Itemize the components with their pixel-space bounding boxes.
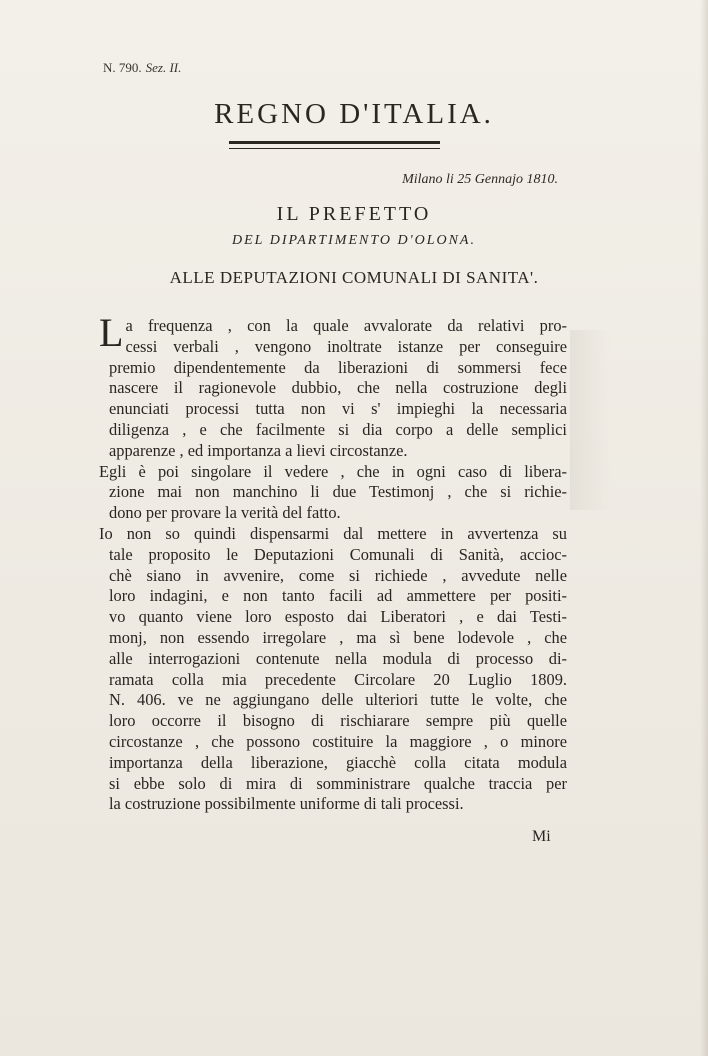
text-line: circostanze , che possono costituire la maggiore , o minore — [109, 731, 567, 751]
text-line: vo quanto viene loro esposto dai Liberatori , e dai Testi- — [109, 607, 567, 627]
text-line: cessi verbali , vengono inoltrate istanze per conseguire — [125, 336, 567, 356]
text-line: diligenza , e che facilmente si dia corpo a delle semplici — [109, 419, 567, 439]
section-label: Sez. II. — [145, 60, 182, 75]
text-line: loro indagini, e non tanto facili ad ammettere per positi- — [109, 586, 567, 606]
date-line: Milano li 25 Gennajo 1810. — [402, 172, 558, 187]
catchword: Mi — [532, 828, 551, 845]
prefect-department: DEL DIPARTIMENTO D'OLONA. — [232, 233, 476, 248]
text-line: enunciati processi tutta non vi s' impieghi la necessaria — [109, 399, 567, 419]
paragraph-1 — [99, 310, 567, 462]
paragraph-3 — [99, 524, 567, 815]
text-line: Io non so quindi dispensarmi dal mettere in avvertenza su — [99, 523, 567, 543]
text-line: si ebbe solo di mira di somministrare qualche traccia per — [109, 773, 567, 793]
ink-bleed-through — [570, 330, 610, 510]
title-rule-thin — [229, 148, 440, 149]
text-line: N. 406. ve ne aggiungano delle ulteriori tutte le volte, che — [109, 690, 567, 710]
text-line: a frequenza , con la quale avvalorate da relativi pro- — [125, 316, 567, 335]
text-line: tale proposito le Deputazioni Comunali di Sanità, accioc- — [109, 544, 567, 564]
text-line: zione mai non manchino li due Testimonj , che si richie- — [109, 482, 567, 502]
title-rule-thick — [229, 141, 440, 144]
document-number — [103, 60, 181, 76]
text-line: Egli è poi singolare il vedere , che in ogni caso di libera- — [99, 461, 567, 481]
text-line: loro occorre il bisogno di rischiarare sempre più quelle — [109, 711, 567, 731]
text-line: premio dipendentemente da liberazioni di sommersi fece — [109, 357, 567, 377]
circular-body — [99, 310, 567, 815]
text-line: apparenze , ed importanza a lievi circostanze. — [109, 440, 408, 460]
text-line: chè siano in avvenire, come si richiede , avvedute nelle — [109, 565, 567, 585]
text-line: alle interrogazioni contenute nella modula di processo di- — [109, 648, 567, 668]
text-line: la costruzione possibilmente uniforme di tali processi. — [109, 794, 464, 814]
doc-number-value: N. 790. — [103, 60, 142, 75]
prefect-title: IL PREFETTO — [276, 203, 432, 225]
text-line: dono per provare la verità del fatto. — [109, 503, 341, 523]
text-line: ramata colla mia precedente Circolare 20 Luglio 1809. — [109, 669, 567, 689]
drop-cap: L — [99, 310, 124, 355]
text-line: nascere il ragionevole dubbio, che nella costruzione degli — [109, 378, 567, 398]
page-edge-shadow — [700, 0, 708, 1056]
paragraph-2 — [99, 462, 567, 524]
text-line: monj, non essendo irregolare , ma sì bene lodevole , che — [109, 627, 567, 647]
addressee-line: ALLE DEPUTAZIONI COMUNALI DI SANITA'. — [169, 268, 539, 287]
kingdom-title: REGNO D'ITALIA. — [214, 98, 494, 130]
text-line: importanza della liberazione, giacchè colla citata modula — [109, 752, 567, 772]
